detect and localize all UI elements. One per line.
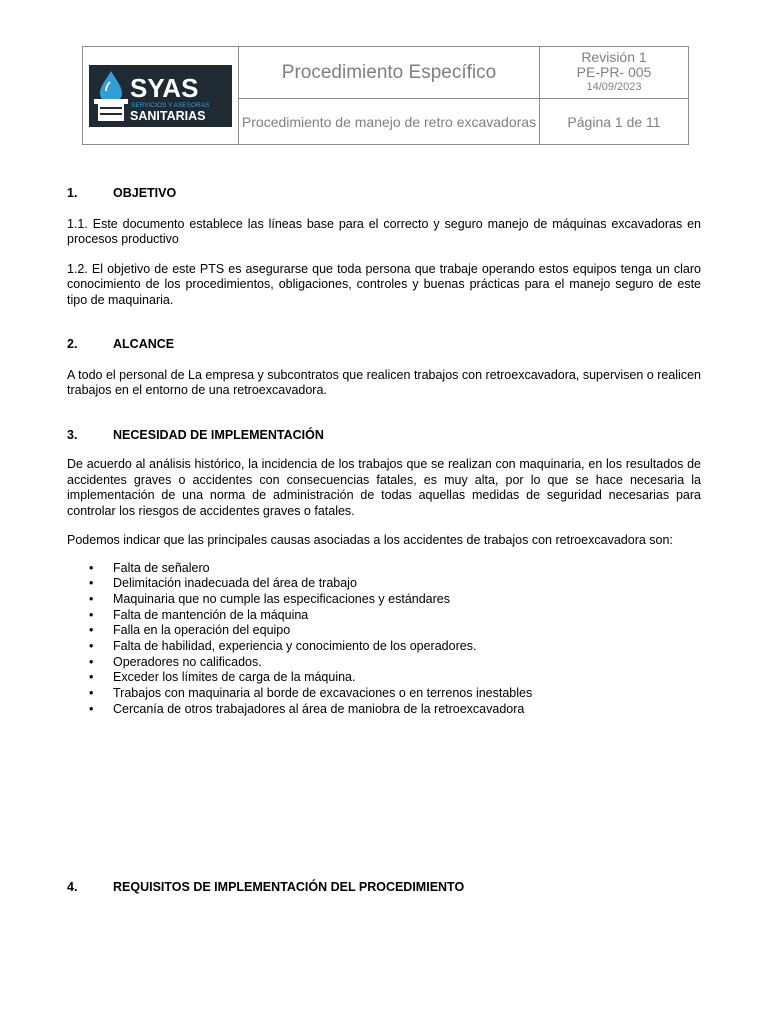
- paragraph: De acuerdo al análisis histórico, la incidencia de los trabajos que se realizan con maquinaria, en los resultados de accidentes graves o accidentes con consecuencias fatales, es muy alta, por lo que se hace necesaria la implementación de una norma de administración de todas aquellas medidas de seguridad necesarias para controlar los riesgos de accidentes graves o fatales.: [67, 457, 701, 518]
- cause-list: [67, 561, 701, 718]
- section-title: REQUISITOS DE IMPLEMENTACIÓN DEL PROCEDIMIENTO: [113, 879, 465, 894]
- document-code: PE-PR- 005: [576, 64, 652, 80]
- list-item: • Falta de mantención de la máquina: [113, 608, 701, 624]
- paragraph: 1.2. El objetivo de este PTS es asegurarse que toda persona que trabaje operando estos equipos tenga un claro conocimiento de los procedimientos, obligaciones, controles y buenas prácticas para el manejo seguro de este tipo de maquinaria.: [67, 261, 701, 307]
- paragraph: Podemos indicar que las principales causas asociadas a los accidentes de trabajos con retroexcavadora son:: [67, 533, 673, 547]
- section-title: OBJETIVO: [113, 186, 177, 200]
- section-title: NECESIDAD DE IMPLEMENTACIÓN: [113, 427, 324, 442]
- list-item: • Maquinaria que no cumple las especificaciones y estándares: [113, 592, 701, 608]
- logo-tagline: SANITARIAS: [130, 108, 206, 123]
- list-item: • Cercanía de otros trabajadores al área de maniobra de la retroexcavadora: [113, 702, 701, 718]
- list-item: • Trabajos con maquinaria al borde de excavaciones o en terrenos inestables: [113, 686, 701, 702]
- page-indicator: Página 1 de 11: [540, 99, 689, 145]
- section-title: ALCANCE: [113, 337, 175, 351]
- section-number: 4.: [67, 879, 78, 894]
- paragraph: 1.1. Este documento establece las líneas base para el correcto y seguro manejo de máquinas excavadoras en procesos productivo: [67, 216, 701, 246]
- section-heading-requisitos: [67, 880, 701, 896]
- company-logo: [89, 65, 232, 127]
- logo-text: SYAS: [130, 72, 199, 103]
- list-item: • Exceder los límites de carga de la máquina.: [113, 670, 701, 686]
- logo-cell: [83, 47, 239, 145]
- revision-cell: [540, 47, 689, 99]
- section-heading-necesidad: [67, 428, 701, 444]
- document-subtitle: Procedimiento de manejo de retro excavadoras: [239, 99, 540, 145]
- section-number: 1.: [67, 186, 78, 200]
- section-number: 3.: [67, 427, 78, 442]
- document-body: [67, 186, 701, 895]
- list-item: • Operadores no calificados.: [113, 655, 701, 671]
- document-title: Procedimiento Específico: [239, 47, 540, 99]
- list-item: • Falta de habilidad, experiencia y conocimiento de los operadores.: [113, 639, 701, 655]
- list-item: • Falta de señalero: [113, 561, 701, 577]
- section-heading-objetivo: [67, 186, 701, 202]
- list-item: • Delimitación inadecuada del área de trabajo: [113, 576, 701, 592]
- revision-date: 14/09/2023: [586, 81, 642, 93]
- document-header: [82, 46, 689, 145]
- list-item: • Falla en la operación del equipo: [113, 623, 701, 639]
- section-heading-alcance: [67, 337, 701, 353]
- revision-label: Revisión 1: [581, 49, 647, 65]
- paragraph: A todo el personal de La empresa y subcontratos que realicen trabajos con retroexcavadora, supervisen o realicen trabajos en el entorno de una retroexcavadora.: [67, 367, 701, 397]
- section-number: 2.: [67, 337, 78, 351]
- logo-subtitle: SERVICIOS Y ASESORAS: [131, 101, 210, 109]
